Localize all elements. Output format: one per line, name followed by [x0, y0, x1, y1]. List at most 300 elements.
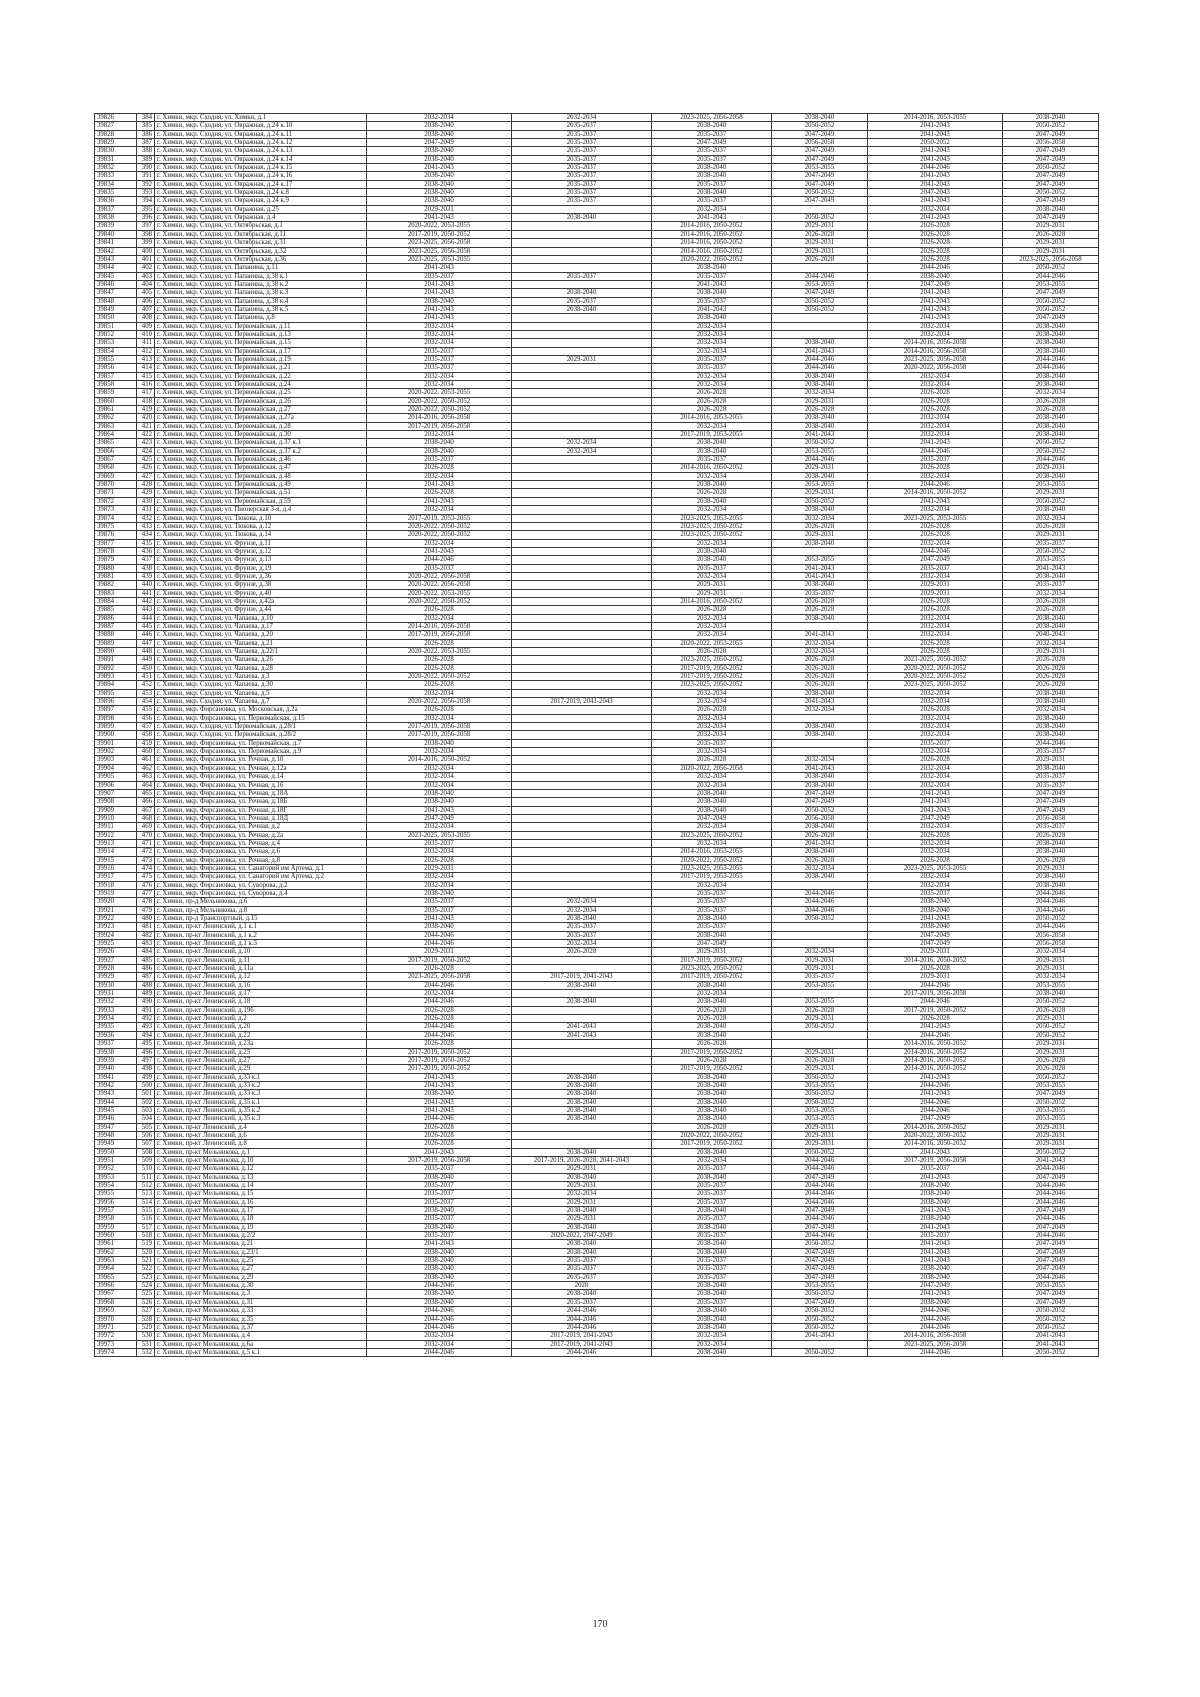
table-cell-c6: 2056-2058 [1003, 139, 1099, 147]
table-cell-c6: 2040-2043 [1003, 631, 1099, 639]
table-cell-c5: 2041-2043 [868, 1240, 1003, 1248]
table-cell-c1: 2020-2022, 2050-2052 [367, 673, 512, 681]
table-cell-c4: 2029-2031 [772, 965, 868, 973]
table-cell-c6: 2029-2031 [1003, 1123, 1099, 1131]
table-cell-c3: 2038-2040 [652, 931, 772, 939]
table-cell-c6: 2050-2052 [1003, 439, 1099, 447]
table-cell-id: 39895 [95, 689, 137, 697]
table-cell-c1: 2026-2028 [367, 1131, 512, 1139]
table-cell-n: 509 [137, 1156, 155, 1164]
table-cell-c2 [512, 773, 652, 781]
table-cell-c6: 2038-2040 [1003, 698, 1099, 706]
table-cell-address: г. Химки, пр-кт Ленинский, д.1 к.3 [155, 940, 367, 948]
table-cell-address: г. Химки, мкр. Сходня, ул. Первомайская, д.51 [155, 489, 367, 497]
table-cell-c1: 2038-2040 [367, 798, 512, 806]
table-cell-c4: 2038-2040 [772, 581, 868, 589]
table-cell-c2: 2032-2034 [512, 1190, 652, 1198]
table-cell-c5: 2035-2037 [868, 739, 1003, 747]
table-cell-c6: 2044-2046 [1003, 1232, 1099, 1240]
table-cell-address: г. Химки, мкр. Фирсановка, ул. Речная, д.18Г [155, 806, 367, 814]
table-cell-c6: 2044-2046 [1003, 364, 1099, 372]
table-row [95, 1273, 1099, 1281]
table-cell-c6: 2044-2046 [1003, 1273, 1099, 1281]
table-cell-c1: 2035-2037 [367, 564, 512, 572]
table-cell-n: 393 [137, 189, 155, 197]
table-cell-c1: 2032-2034 [367, 714, 512, 722]
table-cell-c6: 2044-2046 [1003, 889, 1099, 897]
table-cell-id: 39887 [95, 622, 137, 630]
table-row [95, 297, 1099, 305]
table-cell-address: г. Химки, мкр. Сходня, ул. Папанина, д.38 к.4 [155, 297, 367, 305]
table-cell-address: г. Химки, мкр. Фирсановка, ул. Санаторий им Артема, д.2 [155, 873, 367, 881]
table-cell-c1: 2026-2028 [367, 1015, 512, 1023]
table-cell-c5: 2026-2028 [868, 247, 1003, 255]
table-cell-c3: 2038-2040 [652, 122, 772, 130]
table-cell-c5: 2038-2040 [868, 898, 1003, 906]
table-cell-c4: 2047-2049 [772, 1223, 868, 1231]
table-cell-n: 493 [137, 1023, 155, 1031]
table-cell-c1: 2026-2028 [367, 856, 512, 864]
table-cell-c3: 2014-2016, 2050-2052 [652, 239, 772, 247]
table-cell-id: 39921 [95, 906, 137, 914]
table-cell-n: 494 [137, 1031, 155, 1039]
table-cell-n: 482 [137, 931, 155, 939]
table-cell-address: г. Химки, пр-кт Мельникова, д.21 [155, 1240, 367, 1248]
table-cell-c5: 2047-2049 [868, 1282, 1003, 1290]
table-cell-c2: 2035-2037 [512, 122, 652, 130]
table-cell-address: г. Химки, пр-кт Мельникова, д.17 [155, 1207, 367, 1215]
table-cell-id: 39858 [95, 381, 137, 389]
table-cell-c5: 2032-2034 [868, 422, 1003, 430]
table-cell-c3: 2035-2037 [652, 197, 772, 205]
table-cell-id: 39933 [95, 1006, 137, 1014]
table-row [95, 1056, 1099, 1064]
table-cell-c2 [512, 280, 652, 288]
table-cell-c5: 2041-2043 [868, 1073, 1003, 1081]
table-cell-c4: 2041-2043 [772, 1332, 868, 1340]
table-cell-c6: 2047-2049 [1003, 1248, 1099, 1256]
table-cell-c2 [512, 547, 652, 555]
table-cell-c2: 2038-2040 [512, 289, 652, 297]
table-cell-c6: 2053-2055 [1003, 981, 1099, 989]
table-cell-address: г. Химки, пр-кт Мельникова, д.12 [155, 1165, 367, 1173]
table-cell-address: г. Химки, мкр. Фирсановка, ул. Речная, д.18Б [155, 798, 367, 806]
table-row [95, 447, 1099, 455]
table-cell-c3: 2023-2025, 2053-2055 [652, 864, 772, 872]
table-cell-c3: 2047-2049 [652, 139, 772, 147]
table-cell-address: г. Химки, мкр. Фирсановка, ул. Московская, д.2а [155, 706, 367, 714]
table-cell-c3: 2038-2040 [652, 497, 772, 505]
table-cell-c2: 2028 [512, 1282, 652, 1290]
table-cell-c4: 2044-2046 [772, 898, 868, 906]
table-cell-c5: 2023-2025, 2050-2052 [868, 656, 1003, 664]
table-cell-c6: 2038-2040 [1003, 205, 1099, 213]
table-cell-id: 39880 [95, 564, 137, 572]
table-cell-id: 39876 [95, 531, 137, 539]
table-cell-c6: 2038-2040 [1003, 572, 1099, 580]
table-cell-c2 [512, 572, 652, 580]
table-cell-c3: 2038-2040 [652, 1031, 772, 1039]
table-cell-c3: 2032-2034 [652, 506, 772, 514]
table-row [95, 1348, 1099, 1356]
table-cell-id: 39853 [95, 339, 137, 347]
table-cell-c3: 2038-2040 [652, 1323, 772, 1331]
table-cell-c1: 2020-2022, 2053-2055 [367, 389, 512, 397]
table-cell-c1: 2017-2019, 2056-2058 [367, 731, 512, 739]
table-cell-address: г. Химки, пр-кт Ленинский, д.10 [155, 948, 367, 956]
table-cell-c2: 2026-2028 [512, 948, 652, 956]
table-row [95, 431, 1099, 439]
table-row [95, 1207, 1099, 1215]
table-cell-n: 500 [137, 1081, 155, 1089]
table-cell-c3: 2038-2040 [652, 1115, 772, 1123]
table-cell-c2 [512, 606, 652, 614]
table-row [95, 347, 1099, 355]
table-cell-c5: 2044-2046 [868, 981, 1003, 989]
table-cell-c6: 2029-2031 [1003, 756, 1099, 764]
table-cell-c6: 2047-2049 [1003, 798, 1099, 806]
table-cell-c2 [512, 756, 652, 764]
table-cell-c6: 2032-2034 [1003, 514, 1099, 522]
table-cell-n: 491 [137, 1006, 155, 1014]
table-row [95, 1340, 1099, 1348]
table-cell-c5: 2044-2046 [868, 1307, 1003, 1315]
table-cell-c6: 2050-2052 [1003, 547, 1099, 555]
table-cell-c2 [512, 664, 652, 672]
table-cell-c6: 2044-2046 [1003, 355, 1099, 363]
table-cell-c1: 2035-2037 [367, 1198, 512, 1206]
table-cell-address: г. Химки, мкр. Фирсановка, ул. Речная, д.6 [155, 848, 367, 856]
table-cell-c1: 2038-2040 [367, 1207, 512, 1215]
table-cell-n: 528 [137, 1315, 155, 1323]
table-cell-c2 [512, 497, 652, 505]
table-cell-address: г. Химки, пр-кт Ленинский, д.33 к.2 [155, 1081, 367, 1089]
table-cell-c2 [512, 622, 652, 630]
table-row [95, 164, 1099, 172]
table-cell-n: 496 [137, 1048, 155, 1056]
table-cell-n: 412 [137, 347, 155, 355]
table-cell-c6: 2026-2028 [1003, 606, 1099, 614]
table-cell-c4: 2038-2040 [772, 472, 868, 480]
table-cell-n: 499 [137, 1073, 155, 1081]
table-cell-c5: 2029-2031 [868, 973, 1003, 981]
table-row [95, 948, 1099, 956]
table-row [95, 689, 1099, 697]
table-cell-c6: 2038-2040 [1003, 330, 1099, 338]
table-cell-c1: 2044-2046 [367, 998, 512, 1006]
table-cell-c2: 2035-2037 [512, 172, 652, 180]
table-cell-id: 39964 [95, 1265, 137, 1273]
table-cell-id: 39918 [95, 881, 137, 889]
table-cell-c6: 2044-2046 [1003, 923, 1099, 931]
table-cell-c4: 2050-2052 [772, 1148, 868, 1156]
table-row [95, 973, 1099, 981]
table-cell-c3: 2026-2028 [652, 1123, 772, 1131]
table-cell-c2: 2041-2043 [512, 1023, 652, 1031]
table-cell-c3: 2026-2028 [652, 406, 772, 414]
table-cell-id: 39881 [95, 572, 137, 580]
table-cell-c3: 2035-2037 [652, 1198, 772, 1206]
table-cell-c4: 2035-2037 [772, 973, 868, 981]
table-cell-c1: 2035-2037 [367, 1215, 512, 1223]
table-row [95, 572, 1099, 580]
table-cell-c5: 2020-2022, 2050-2052 [868, 1131, 1003, 1139]
table-cell-id: 39839 [95, 222, 137, 230]
table-cell-address: г. Химки, мкр. Сходня, ул. Первомайская, д.19 [155, 355, 367, 363]
table-row [95, 180, 1099, 188]
table-cell-c1: 2035-2037 [367, 347, 512, 355]
table-cell-c3: 2023-2025, 2050-2052 [652, 531, 772, 539]
table-cell-c1: 2041-2043 [367, 481, 512, 489]
table-cell-address: г. Химки, мкр. Сходня, ул. Чапаева, д.22/1 [155, 648, 367, 656]
table-cell-c3: 2035-2037 [652, 1182, 772, 1190]
table-cell-c5: 2041-2043 [868, 915, 1003, 923]
table-cell-n: 513 [137, 1190, 155, 1198]
table-cell-c6: 2026-2028 [1003, 656, 1099, 664]
table-cell-c4: 2044-2046 [772, 272, 868, 280]
table-row [95, 539, 1099, 547]
table-cell-n: 483 [137, 940, 155, 948]
table-row [95, 889, 1099, 897]
table-row [95, 1156, 1099, 1164]
table-cell-address: г. Химки, пр-кт Мельникова, д.6а [155, 1340, 367, 1348]
table-cell-c3: 2038-2040 [652, 1282, 772, 1290]
table-cell-address: г. Химки, пр-кт Мельникова, д.19 [155, 1223, 367, 1231]
table-cell-n: 391 [137, 172, 155, 180]
table-cell-c2 [512, 1048, 652, 1056]
table-cell-n: 452 [137, 681, 155, 689]
table-cell-address: г. Химки, мкр. Сходня, ул. Октябрьская, д.36 [155, 255, 367, 263]
table-cell-c1: 2038-2040 [367, 789, 512, 797]
table-cell-n: 498 [137, 1065, 155, 1073]
table-cell-n: 406 [137, 297, 155, 305]
table-cell-c6: 2056-2058 [1003, 940, 1099, 948]
table-cell-c6: 2047-2049 [1003, 1265, 1099, 1273]
table-cell-n: 400 [137, 247, 155, 255]
table-cell-c3: 2017-2019, 2050-2052 [652, 1065, 772, 1073]
table-cell-address: г. Химки, мкр. Сходня, ул. Первомайская, д.46 [155, 456, 367, 464]
table-cell-c3: 2038-2040 [652, 1023, 772, 1031]
table-row [95, 497, 1099, 505]
table-cell-address: г. Химки, мкр. Фирсановка, ул. Речная, д.10 [155, 756, 367, 764]
table-cell-c5: 2032-2034 [868, 631, 1003, 639]
table-cell-id: 39923 [95, 923, 137, 931]
table-cell-c2 [512, 856, 652, 864]
table-cell-c3: 2038-2040 [652, 314, 772, 322]
table-cell-c3: 2014-2016, 2050-2052 [652, 230, 772, 238]
table-cell-address: г. Химки, мкр. Сходня, ул. Тюкова, д.12 [155, 522, 367, 530]
table-cell-id: 39852 [95, 330, 137, 338]
table-cell-c1: 2041-2043 [367, 1240, 512, 1248]
table-cell-id: 39930 [95, 981, 137, 989]
table-cell-address: г. Химки, пр-кт Мельникова, д.13 [155, 1173, 367, 1181]
table-cell-n: 409 [137, 322, 155, 330]
table-cell-c4: 2026-2028 [772, 664, 868, 672]
table-cell-id: 39847 [95, 289, 137, 297]
table-cell-id: 39958 [95, 1215, 137, 1223]
table-cell-c1: 2026-2028 [367, 1040, 512, 1048]
table-row [95, 1031, 1099, 1039]
table-cell-c5: 2023-2025, 2056-2058 [868, 355, 1003, 363]
table-cell-id: 39892 [95, 664, 137, 672]
table-cell-c2 [512, 1040, 652, 1048]
table-cell-n: 520 [137, 1248, 155, 1256]
table-row [95, 1081, 1099, 1089]
table-cell-c1: 2035-2037 [367, 1232, 512, 1240]
table-cell-c2 [512, 789, 652, 797]
table-cell-c1: 2038-2040 [367, 1265, 512, 1273]
table-cell-id: 39840 [95, 230, 137, 238]
table-cell-c5: 2020-2022, 2050-2052 [868, 673, 1003, 681]
table-cell-c3: 2032-2034 [652, 472, 772, 480]
table-cell-c6: 2050-2052 [1003, 915, 1099, 923]
table-cell-c2: 2032-2034 [512, 898, 652, 906]
table-cell-c5: 2014-2016, 2056-2058 [868, 1332, 1003, 1340]
table-cell-c6: 2047-2049 [1003, 214, 1099, 222]
table-row [95, 1182, 1099, 1190]
table-row [95, 364, 1099, 372]
table-cell-c6: 2050-2052 [1003, 447, 1099, 455]
table-cell-address: г. Химки, мкр. Сходня, ул. Овражная, д.4 [155, 214, 367, 222]
table-row [95, 1198, 1099, 1206]
table-row [95, 839, 1099, 847]
table-cell-c5: 2032-2034 [868, 205, 1003, 213]
table-cell-n: 447 [137, 639, 155, 647]
table-cell-c2: 2038-2040 [512, 998, 652, 1006]
table-cell-n: 417 [137, 389, 155, 397]
table-cell-c6: 2035-2037 [1003, 781, 1099, 789]
table-row [95, 1215, 1099, 1223]
table-cell-c1: 2023-2025, 2056-2058 [367, 973, 512, 981]
table-cell-c5: 2041-2043 [868, 314, 1003, 322]
table-cell-c2 [512, 414, 652, 422]
table-cell-id: 39926 [95, 948, 137, 956]
table-cell-c6: 2029-2031 [1003, 489, 1099, 497]
table-cell-c2 [512, 556, 652, 564]
table-cell-n: 430 [137, 497, 155, 505]
table-cell-n: 440 [137, 581, 155, 589]
table-cell-c6: 2050-2052 [1003, 998, 1099, 1006]
table-cell-id: 39950 [95, 1148, 137, 1156]
table-cell-c4: 2050-2052 [772, 1073, 868, 1081]
table-cell-n: 399 [137, 239, 155, 247]
table-row [95, 1148, 1099, 1156]
table-cell-id: 39890 [95, 648, 137, 656]
table-cell-c5: 2032-2034 [868, 689, 1003, 697]
table-cell-c4 [772, 940, 868, 948]
table-cell-c3: 2026-2028 [652, 489, 772, 497]
table-cell-c1: 2032-2034 [367, 764, 512, 772]
table-cell-c6: 2026-2028 [1003, 597, 1099, 605]
table-body [95, 114, 1099, 1357]
table-cell-c2 [512, 990, 652, 998]
table-cell-c1: 2041-2043 [367, 497, 512, 505]
table-cell-c1: 2044-2046 [367, 981, 512, 989]
table-cell-n: 462 [137, 764, 155, 772]
table-cell-c5: 2041-2043 [868, 180, 1003, 188]
table-cell-c5: 2026-2028 [868, 230, 1003, 238]
table-row [95, 614, 1099, 622]
table-row [95, 581, 1099, 589]
table-cell-c4: 2053-2055 [772, 1115, 868, 1123]
table-cell-c1: 2044-2046 [367, 1307, 512, 1315]
table-cell-n: 418 [137, 397, 155, 405]
table-cell-c2 [512, 397, 652, 405]
table-cell-address: г. Химки, мкр. Сходня, ул. Фрунзе, д.11 [155, 539, 367, 547]
table-cell-c3: 2038-2040 [652, 915, 772, 923]
table-cell-id: 39906 [95, 781, 137, 789]
table-cell-c6: 2047-2049 [1003, 1223, 1099, 1231]
table-row [95, 848, 1099, 856]
table-cell-c1: 2038-2040 [367, 1223, 512, 1231]
table-row [95, 639, 1099, 647]
table-cell-c4: 2029-2031 [772, 1048, 868, 1056]
table-cell-n: 501 [137, 1090, 155, 1098]
table-cell-n: 423 [137, 439, 155, 447]
table-row [95, 714, 1099, 722]
table-cell-c4: 2053-2055 [772, 556, 868, 564]
table-cell-c1: 2044-2046 [367, 556, 512, 564]
table-cell-address: г. Химки, мкр. Сходня, ул. Первомайская, д.13 [155, 330, 367, 338]
table-cell-n: 415 [137, 372, 155, 380]
table-row [95, 422, 1099, 430]
table-cell-c3: 2023-2025, 2053-2055 [652, 514, 772, 522]
table-cell-c4: 2029-2031 [772, 1131, 868, 1139]
table-cell-id: 39877 [95, 539, 137, 547]
table-cell-c6: 2050-2052 [1003, 122, 1099, 130]
table-cell-c3: 2032-2034 [652, 823, 772, 831]
table-cell-c4 [772, 739, 868, 747]
table-cell-id: 39885 [95, 606, 137, 614]
table-cell-n: 441 [137, 589, 155, 597]
table-cell-c3: 2014-2016, 2053-2055 [652, 848, 772, 856]
table-cell-c2 [512, 764, 652, 772]
table-cell-c3: 2035-2037 [652, 1232, 772, 1240]
table-cell-c6: 2029-2031 [1003, 239, 1099, 247]
table-cell-c5: 2032-2034 [868, 372, 1003, 380]
table-cell-c2 [512, 464, 652, 472]
table-cell-c3: 2032-2034 [652, 631, 772, 639]
table-row [95, 1332, 1099, 1340]
table-cell-c4: 2047-2049 [772, 155, 868, 163]
table-cell-id: 39897 [95, 706, 137, 714]
table-cell-c5: 2032-2034 [868, 723, 1003, 731]
table-cell-c2 [512, 347, 652, 355]
table-cell-c5: 2014-2016, 2050-2052 [868, 489, 1003, 497]
table-cell-c4: 2044-2046 [772, 1156, 868, 1164]
table-cell-c6: 2047-2049 [1003, 1257, 1099, 1265]
table-cell-id: 39866 [95, 447, 137, 455]
table-cell-c6: 2053-2055 [1003, 1115, 1099, 1123]
table-cell-c3: 2032-2034 [652, 839, 772, 847]
table-cell-id: 39936 [95, 1031, 137, 1039]
table-cell-c2 [512, 364, 652, 372]
table-cell-c1: 2032-2034 [367, 823, 512, 831]
table-cell-c1: 2038-2040 [367, 180, 512, 188]
table-cell-c4: 2029-2031 [772, 1123, 868, 1131]
table-cell-n: 411 [137, 339, 155, 347]
table-cell-c5: 2026-2028 [868, 255, 1003, 263]
table-cell-c5: 2029-2031 [868, 581, 1003, 589]
table-cell-c3: 2038-2040 [652, 1148, 772, 1156]
table-cell-n: 479 [137, 906, 155, 914]
table-cell-n: 529 [137, 1323, 155, 1331]
table-cell-c4: 2035-2037 [772, 589, 868, 597]
table-row [95, 723, 1099, 731]
table-cell-address: г. Химки, мкр. Сходня, ул. Папанина, д.38 к.2 [155, 280, 367, 288]
table-cell-c3: 2038-2040 [652, 1348, 772, 1356]
table-cell-id: 39965 [95, 1273, 137, 1281]
